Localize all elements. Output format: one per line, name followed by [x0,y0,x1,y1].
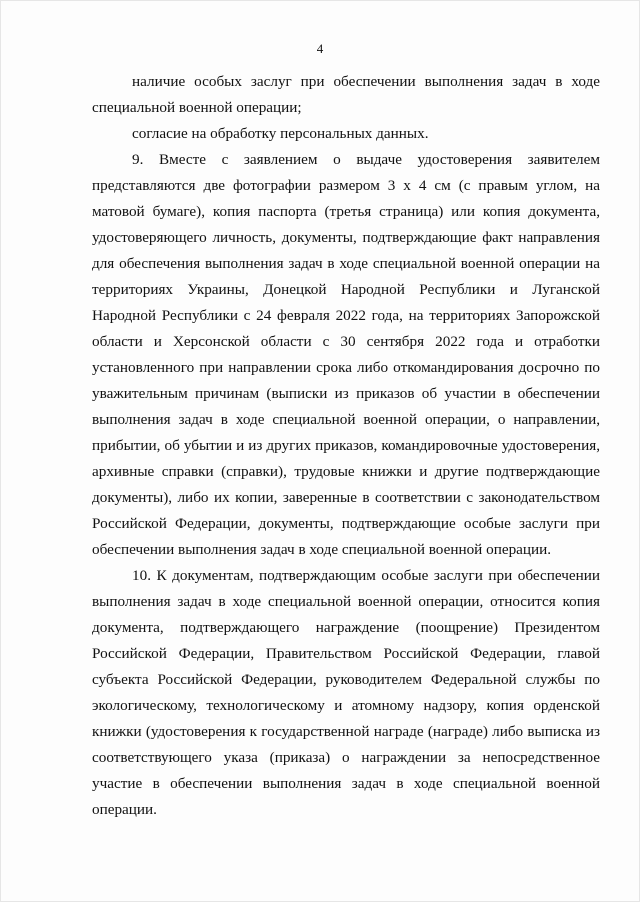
paragraph-item-9: 9. Вместе с заявлением о выдаче удостоверения заявителем представляются две фотографии размером 3 х 4 см (с правым углом, на матовой бумаге), копия паспорта (третья страница) или копия документа, удостоверяющего личность, документы, подтверждающие факт направления для обеспечения выполнения задач в ходе специальной военной операции на территориях Украины, Донецкой Народной Республики и Луганской Народной Республики с 24 февраля 2022 года, на территориях Запорожской области и Херсонской области с 30 сентября 2022 года и отработки установленного при направлении срока либо откомандирования досрочно по уважительным причинам (выписки из приказов об участии в обеспечении выполнения задач в ходе специальной военной операции, о направлении, прибытии, об убытии и из других приказов, командировочные удостоверения, архивные справки (справки), трудовые книжки и другие подтверждающие документы), либо их копии, заверенные в соответствии с законодательством Российской Федерации, документы, подтверждающие особые заслуги при обеспечении выполнения задач в ходе специальной военной операции. [92,151,600,558]
page-number: 4 [316,41,324,56]
paragraph-personal-data-consent: согласие на обработку персональных данных. [132,125,429,142]
document-body [92,69,600,823]
paragraph-special-merits: наличие особых заслуг при обеспечении выполнения задач в ходе специальной военной операции; [92,73,600,116]
paragraph-item-10: 10. К документам, подтверждающим особые заслуги при обеспечении выполнения задач в ходе специальной военной операции, относится копия документа, подтверждающего награждение (поощрение) Президентом Российской Федерации, Правительством Российской Федерации, главой субъекта Российской Федерации, руководителем Федеральной службы по экологическому, технологическому и атомному надзору, копия орденской книжки (удостоверения к государственной награде (награде) либо выписка из соответствующего указа (приказа) о награждении за непосредственное участие в обеспечении выполнения задач в ходе специальной военной операции. [92,567,600,818]
